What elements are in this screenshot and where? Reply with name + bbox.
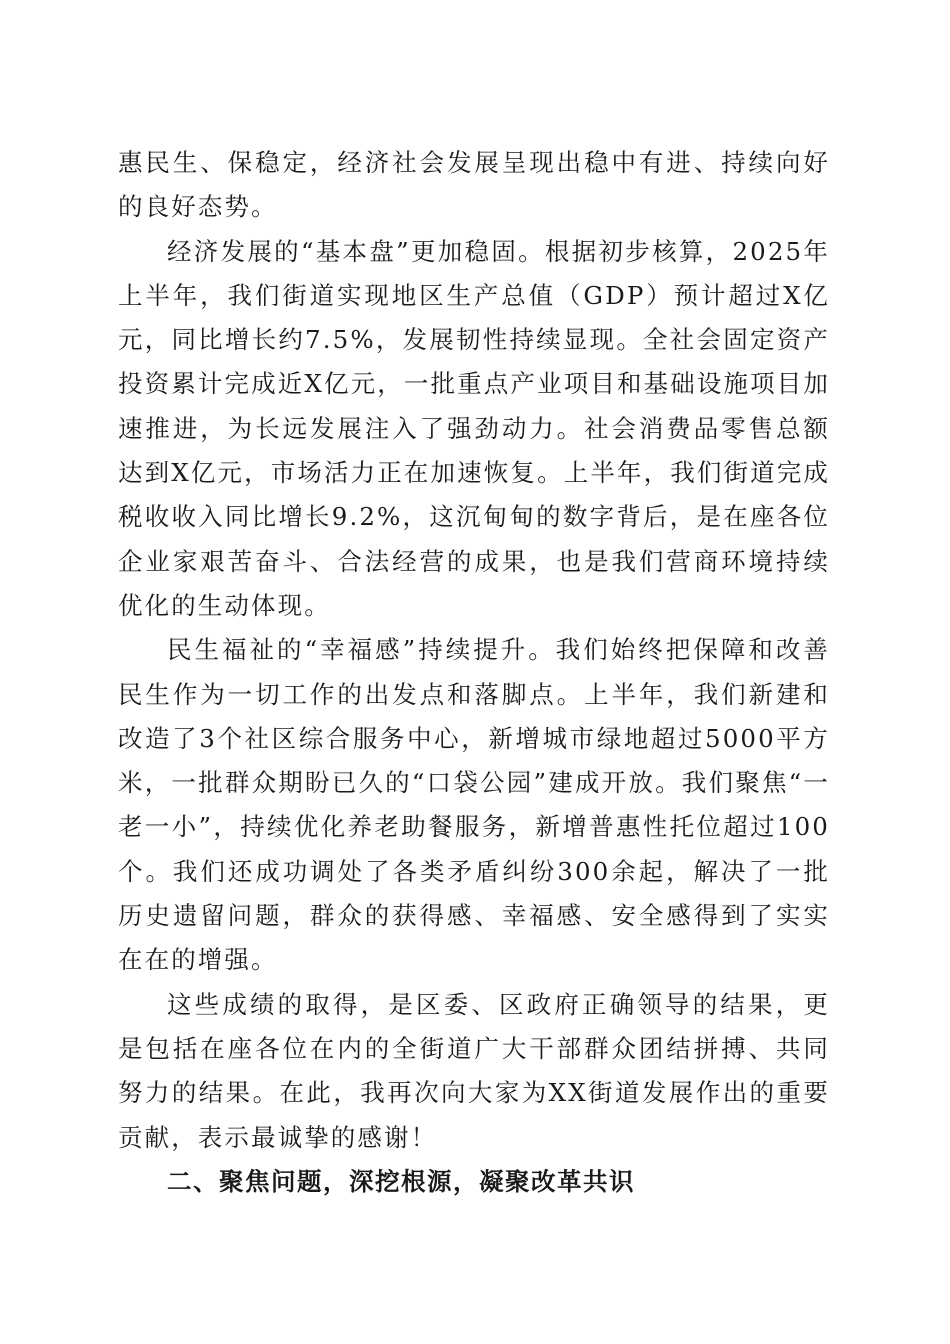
- document-body: [118, 141, 830, 1204]
- paragraph-continuation: 惠民生、保稳定，经济社会发展呈现出稳中有进、持续向好的良好态势。: [118, 148, 830, 222]
- paragraph-economy: 经济发展的“基本盘”更加稳固。根据初步核算，2025年上半年，我们街道实现地区生产总值（GDP）预计超过X亿元，同比增长约7.5%，发展韧性持续显现。全社会固定资产投资累计完成近X亿元，一批重点产业项目和基础设施项目加速推进，为长远发展注入了强劲动力。社会消费品零售总额达到X亿元，市场活力正在加速恢复。上半年，我们街道完成税收收入同比增长9.2%，这沉甸甸的数字背后，是在座各位企业家艰苦奋斗、合法经营的成果，也是我们营商环境持续优化的生动体现。: [118, 236, 830, 620]
- section-heading: 二、聚焦问题，深挖根源，凝聚改革共识: [167, 1166, 635, 1196]
- paragraph-livelihood: 民生福祉的“幸福感”持续提升。我们始终把保障和改善民生作为一切工作的出发点和落脚点。上半年，我们新建和改造了3个社区综合服务中心，新增城市绿地超过5000平方米，一批群众期盼已久的“口袋公园”建成开放。我们聚焦“一老一小”，持续优化养老助餐服务，新增普惠性托位超过100个。我们还成功调处了各类矛盾纠纷300余起，解决了一批历史遗留问题，群众的获得感、幸福感、安全感得到了实实在在的增强。: [118, 635, 830, 975]
- paragraph-thanks: 这些成绩的取得，是区委、区政府正确领导的结果，更是包括在座各位在内的全街道广大干部群众团结拼搏、共同努力的结果。在此，我再次向大家为XX街道发展作出的重要贡献，表示最诚挚的感谢！: [118, 989, 830, 1152]
